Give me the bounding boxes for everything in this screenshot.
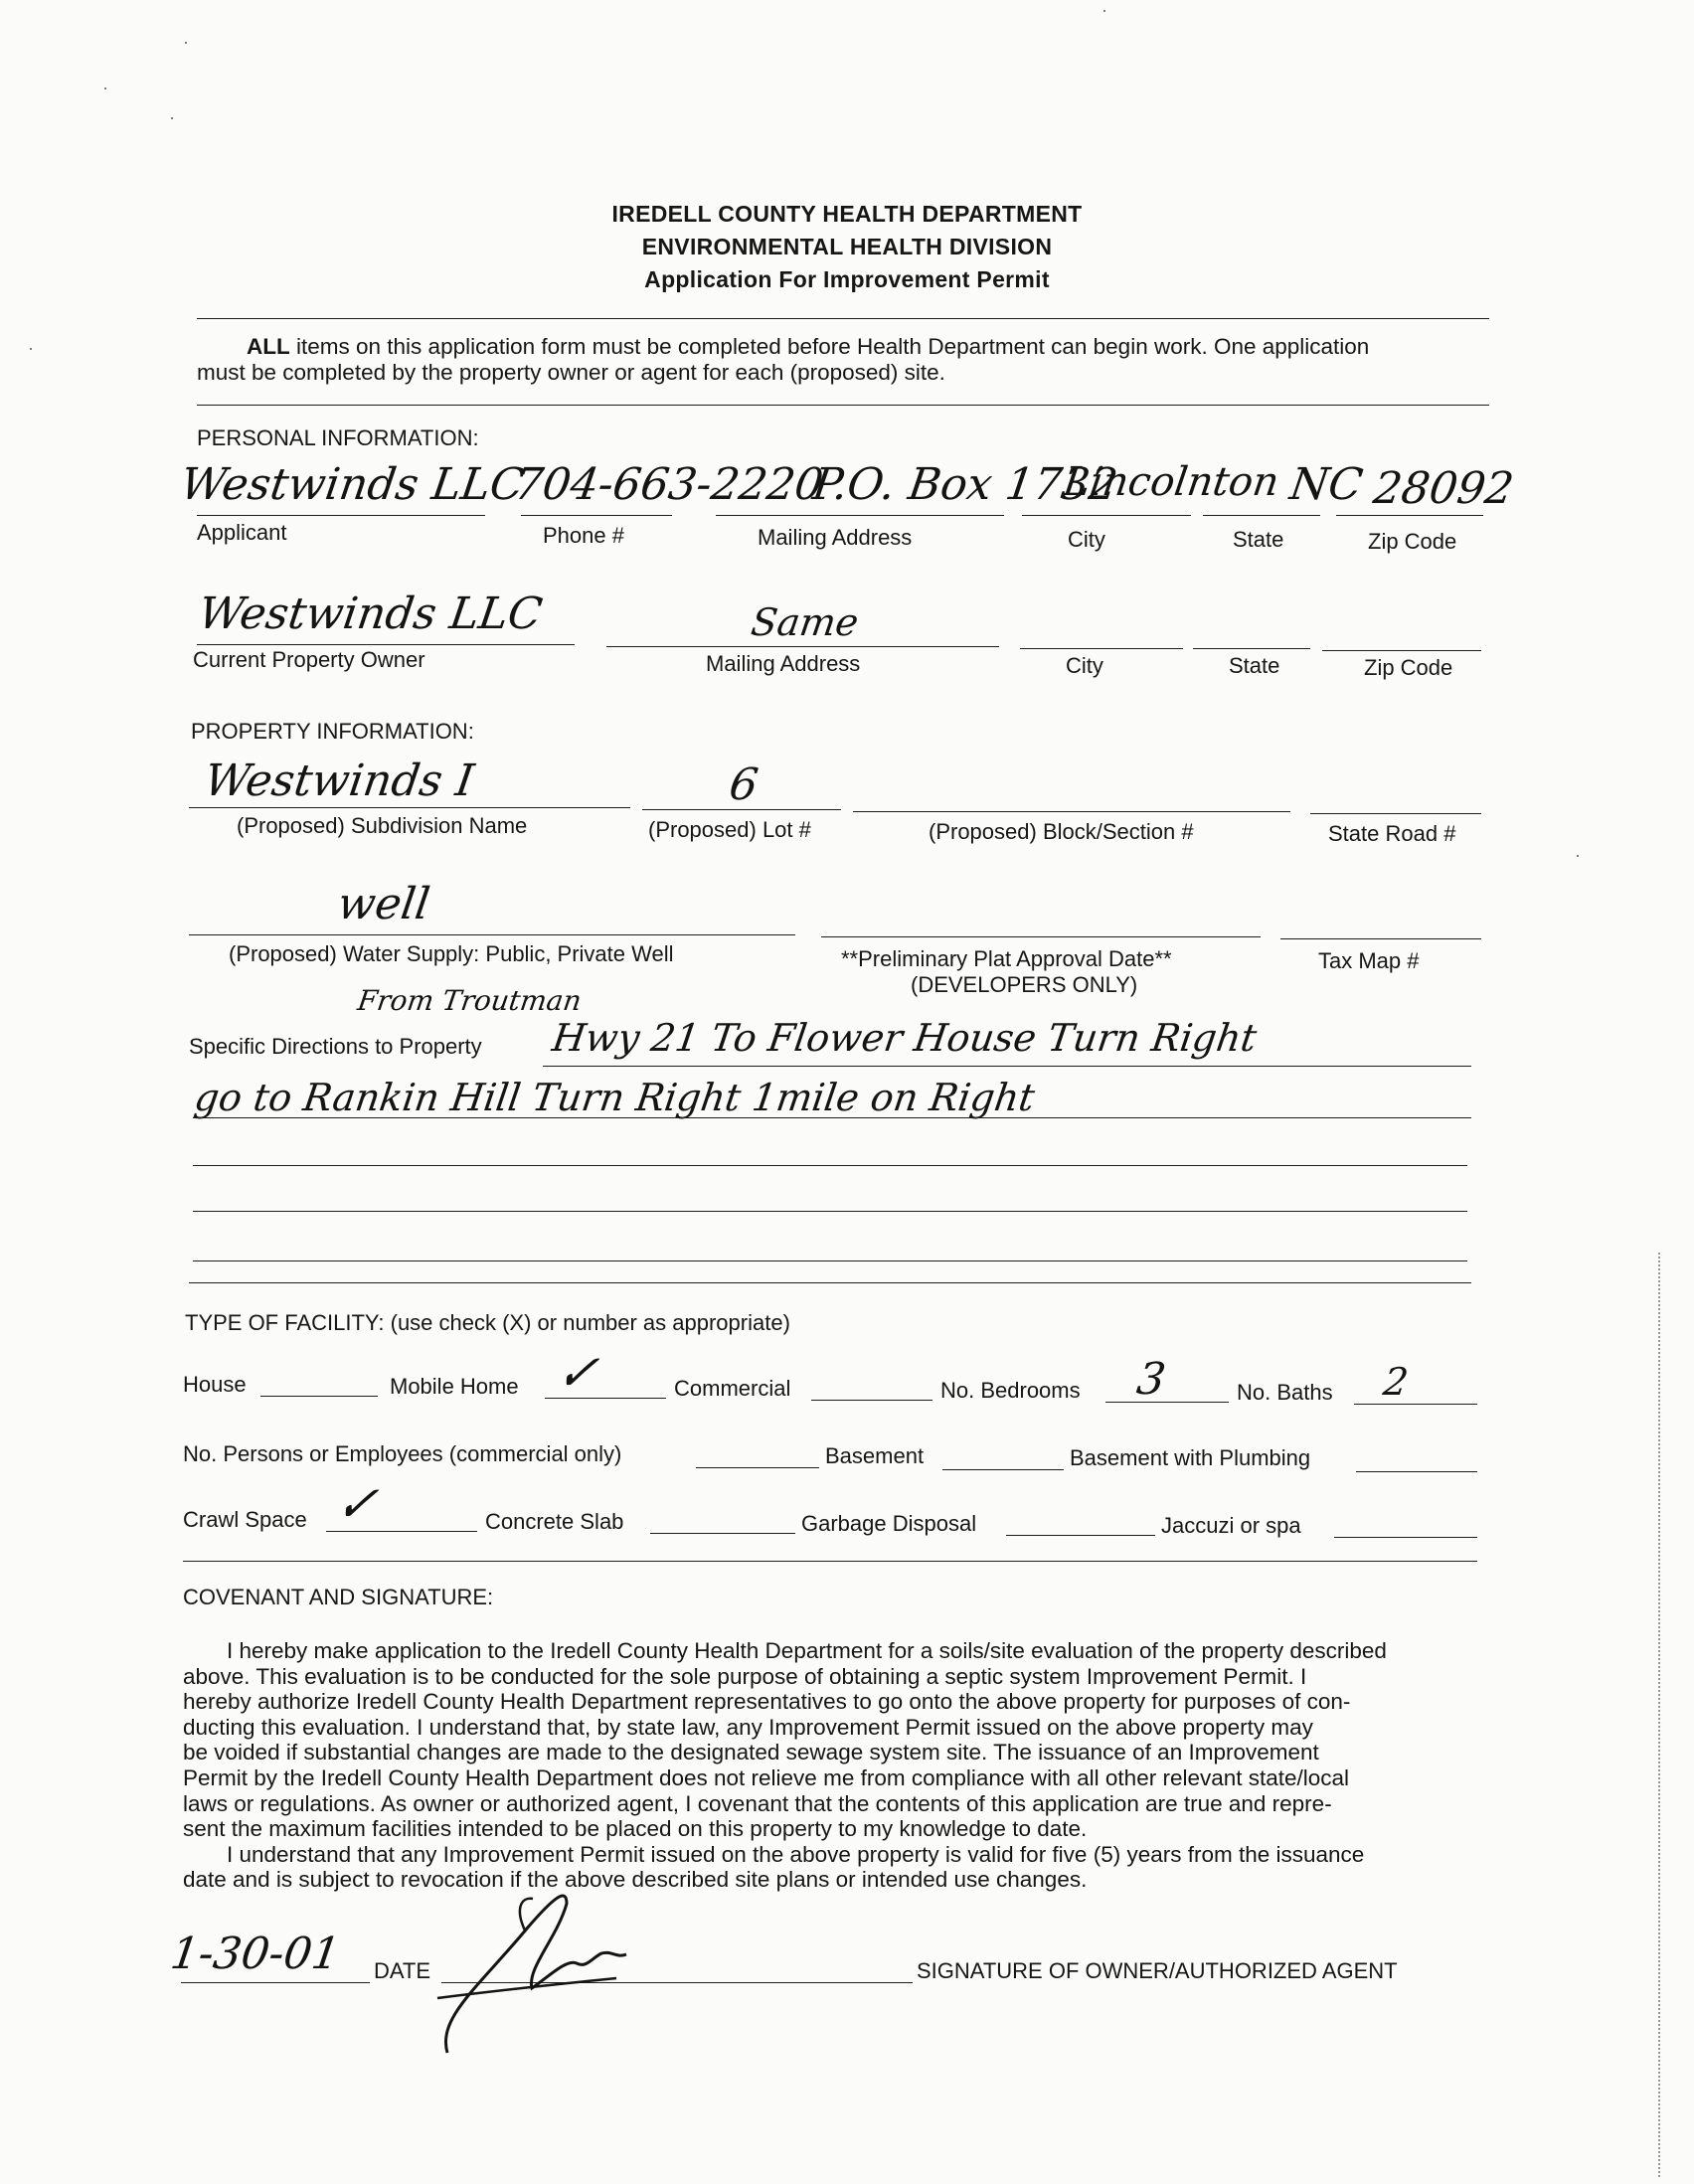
phone-line xyxy=(521,515,672,516)
plat-date-line xyxy=(821,936,1261,937)
persons-employees-line xyxy=(696,1467,819,1468)
owner-mailing-value: Same xyxy=(748,600,862,644)
header-rule xyxy=(197,318,1489,319)
city-label: City xyxy=(1068,527,1105,552)
covenant-line: above. This evaluation is to be conducted for the sole purpose of obtaining a septic system Improvement Permit. I xyxy=(183,1663,1307,1689)
commercial-line xyxy=(811,1400,932,1401)
directions-line-2 xyxy=(193,1117,1471,1118)
jaccuzi-line xyxy=(1334,1537,1477,1538)
mobile-home-label: Mobile Home xyxy=(390,1374,519,1399)
owner-city-label: City xyxy=(1066,653,1103,678)
covenant-line: be voided if substantial changes are made to the designated sewage system site. The issuance of an Improvement xyxy=(183,1740,1319,1765)
owner-mailing-line xyxy=(606,646,999,647)
tax-map-line xyxy=(1280,938,1481,939)
covenant-line: hereby authorize Iredell County Health Department representatives to go onto the above property for purposes of con- xyxy=(183,1689,1351,1715)
bedrooms-label: No. Bedrooms xyxy=(940,1378,1081,1403)
tax-map-label: Tax Map # xyxy=(1318,948,1420,973)
directions-line-6 xyxy=(189,1282,1471,1283)
date-value-line xyxy=(181,1982,370,1983)
facility-rule xyxy=(183,1561,1477,1562)
subdivision-label: (Proposed) Subdivision Name xyxy=(237,813,528,838)
basement-plumbing-line xyxy=(1356,1471,1477,1472)
subdivision-value: Westwinds I xyxy=(201,756,477,806)
mailing-line xyxy=(716,515,1004,516)
property-info-heading: PROPERTY INFORMATION: xyxy=(191,719,474,744)
persons-employees-label: No. Persons or Employees (commercial only) xyxy=(183,1441,622,1466)
current-owner-label: Current Property Owner xyxy=(193,647,425,672)
owner-state-line xyxy=(1193,648,1310,649)
directions-line-1 xyxy=(543,1066,1471,1067)
basement-label: Basement xyxy=(825,1443,925,1468)
owner-zip-label: Zip Code xyxy=(1364,655,1453,680)
applicant-line xyxy=(197,515,485,516)
mailing-address-label: Mailing Address xyxy=(758,525,913,550)
house-line xyxy=(260,1396,378,1397)
zip-line xyxy=(1336,515,1483,516)
owner-city-line xyxy=(1020,648,1183,649)
applicant-value: Westwinds LLC xyxy=(177,459,528,510)
phone-label: Phone # xyxy=(543,523,624,548)
scan-speck xyxy=(171,117,173,119)
basement-line xyxy=(942,1469,1064,1470)
owner-mailing-label: Mailing Address xyxy=(706,651,861,676)
crawl-space-label: Crawl Space xyxy=(183,1507,307,1532)
zip-value: 28092 xyxy=(1370,463,1517,514)
city-line xyxy=(1022,515,1191,516)
lot-line xyxy=(642,809,841,810)
baths-line xyxy=(1354,1404,1477,1405)
covenant-line: laws or regulations. As owner or authorized agent, I covenant that the contents of this application are true and repre- xyxy=(183,1790,1332,1816)
bedrooms-line xyxy=(1105,1402,1229,1403)
signature-label: SIGNATURE OF OWNER/AUTHORIZED AGENT xyxy=(917,1958,1398,1983)
scan-speck xyxy=(1103,10,1105,12)
state-label: State xyxy=(1233,527,1284,552)
jaccuzi-label: Jaccuzi or spa xyxy=(1161,1513,1301,1538)
covenant-line: sent the maximum facilities intended to be placed on this property to my knowledge to date. xyxy=(183,1816,1088,1842)
basement-plumbing-label: Basement with Plumbing xyxy=(1070,1445,1311,1470)
plat-approval-label: **Preliminary Plat Approval Date** xyxy=(841,946,1172,971)
date-label: DATE xyxy=(374,1958,431,1983)
mailing-address-value: P.O. Box 1732 xyxy=(809,459,1121,510)
state-road-line xyxy=(1310,813,1481,814)
owner-zip-line xyxy=(1322,650,1481,651)
block-line xyxy=(853,811,1290,812)
header-form-title: Application For Improvement Permit xyxy=(644,266,1050,292)
directions-line-4 xyxy=(193,1211,1467,1212)
state-road-label: State Road # xyxy=(1328,821,1456,846)
scan-speck xyxy=(104,87,106,89)
scan-edge-artifact xyxy=(1658,1253,1660,2177)
scan-speck xyxy=(185,42,187,44)
intro-line-2: must be completed by the property owner or agent for each (proposed) site. xyxy=(197,360,945,385)
zip-code-label: Zip Code xyxy=(1368,529,1457,554)
covenant-line: date and is subject to revocation if the above described site plans or intended use changes. xyxy=(183,1867,1088,1893)
phone-value: 704-663-2220 xyxy=(511,459,827,510)
bedrooms-value: 3 xyxy=(1133,1354,1169,1405)
developers-only-label: (DEVELOPERS ONLY) xyxy=(911,972,1138,997)
header-title: IREDELL COUNTY HEALTH DEPARTMENT xyxy=(611,201,1083,227)
header-division: ENVIRONMENTAL HEALTH DIVISION xyxy=(641,234,1053,259)
handwritten-signature xyxy=(418,1869,656,2068)
directions-line-5 xyxy=(193,1260,1467,1261)
garbage-disposal-line xyxy=(1006,1535,1155,1536)
commercial-label: Commercial xyxy=(674,1376,791,1401)
water-supply-label: (Proposed) Water Supply: Public, Private Well xyxy=(229,941,674,966)
date-value: 1-30-01 xyxy=(167,1929,344,1979)
baths-label: No. Baths xyxy=(1237,1380,1333,1405)
directions-line-3 xyxy=(193,1165,1467,1166)
facility-heading: TYPE OF FACILITY: (use check (X) or number as appropriate) xyxy=(185,1310,790,1335)
scan-speck xyxy=(1577,855,1579,857)
scan-speck xyxy=(30,348,32,350)
mobile-home-check: ✓ xyxy=(552,1344,602,1402)
applicant-label: Applicant xyxy=(197,520,287,545)
owner-line xyxy=(197,644,575,645)
directions-line2-value: go to Rankin Hill Turn Right 1mile on Right xyxy=(191,1076,1038,1119)
covenant-paragraph xyxy=(183,1638,1477,1893)
lot-label: (Proposed) Lot # xyxy=(648,817,811,842)
state-value: NC xyxy=(1286,459,1366,510)
intro-line-1: ALL items on this application form must be completed before Health Department can begin work. One application xyxy=(247,334,1370,359)
covenant-line: ducting this evaluation. I understand that, by state law, any Improvement Permit issued on the above property may xyxy=(183,1714,1313,1740)
city-value: Lincolnton xyxy=(1060,459,1282,505)
owner-state-label: State xyxy=(1229,653,1280,678)
state-line xyxy=(1203,515,1320,516)
covenant-line: I hereby make application to the Iredell County Health Department for a soils/site evaluation of the property described xyxy=(227,1638,1387,1663)
concrete-slab-label: Concrete Slab xyxy=(485,1509,624,1534)
block-section-label: (Proposed) Block/Section # xyxy=(929,819,1194,844)
owner-value: Westwinds LLC xyxy=(195,588,546,639)
covenant-line: Permit by the Iredell County Health Department does not relieve me from compliance with all other relevant state/local xyxy=(183,1764,1350,1790)
house-label: House xyxy=(183,1372,247,1397)
intro-rule xyxy=(197,405,1489,406)
directions-note-value: From Troutman xyxy=(355,984,584,1017)
covenant-heading: COVENANT AND SIGNATURE: xyxy=(183,1585,494,1609)
crawl-space-check: ✓ xyxy=(331,1475,382,1533)
directions-line1-value: Hwy 21 To Flower House Turn Right xyxy=(549,1016,1260,1060)
lot-value: 6 xyxy=(726,759,762,810)
concrete-slab-line xyxy=(650,1533,795,1534)
subdivision-line xyxy=(189,807,630,808)
covenant-line: I understand that any Improvement Permit issued on the above property is valid for five (5) years from the issuance xyxy=(227,1841,1365,1867)
directions-label: Specific Directions to Property xyxy=(189,1034,482,1059)
baths-value: 2 xyxy=(1380,1360,1412,1404)
garbage-disposal-label: Garbage Disposal xyxy=(801,1511,977,1536)
water-line xyxy=(189,934,795,935)
water-supply-value: well xyxy=(334,879,433,929)
personal-info-heading: PERSONAL INFORMATION: xyxy=(197,425,479,450)
